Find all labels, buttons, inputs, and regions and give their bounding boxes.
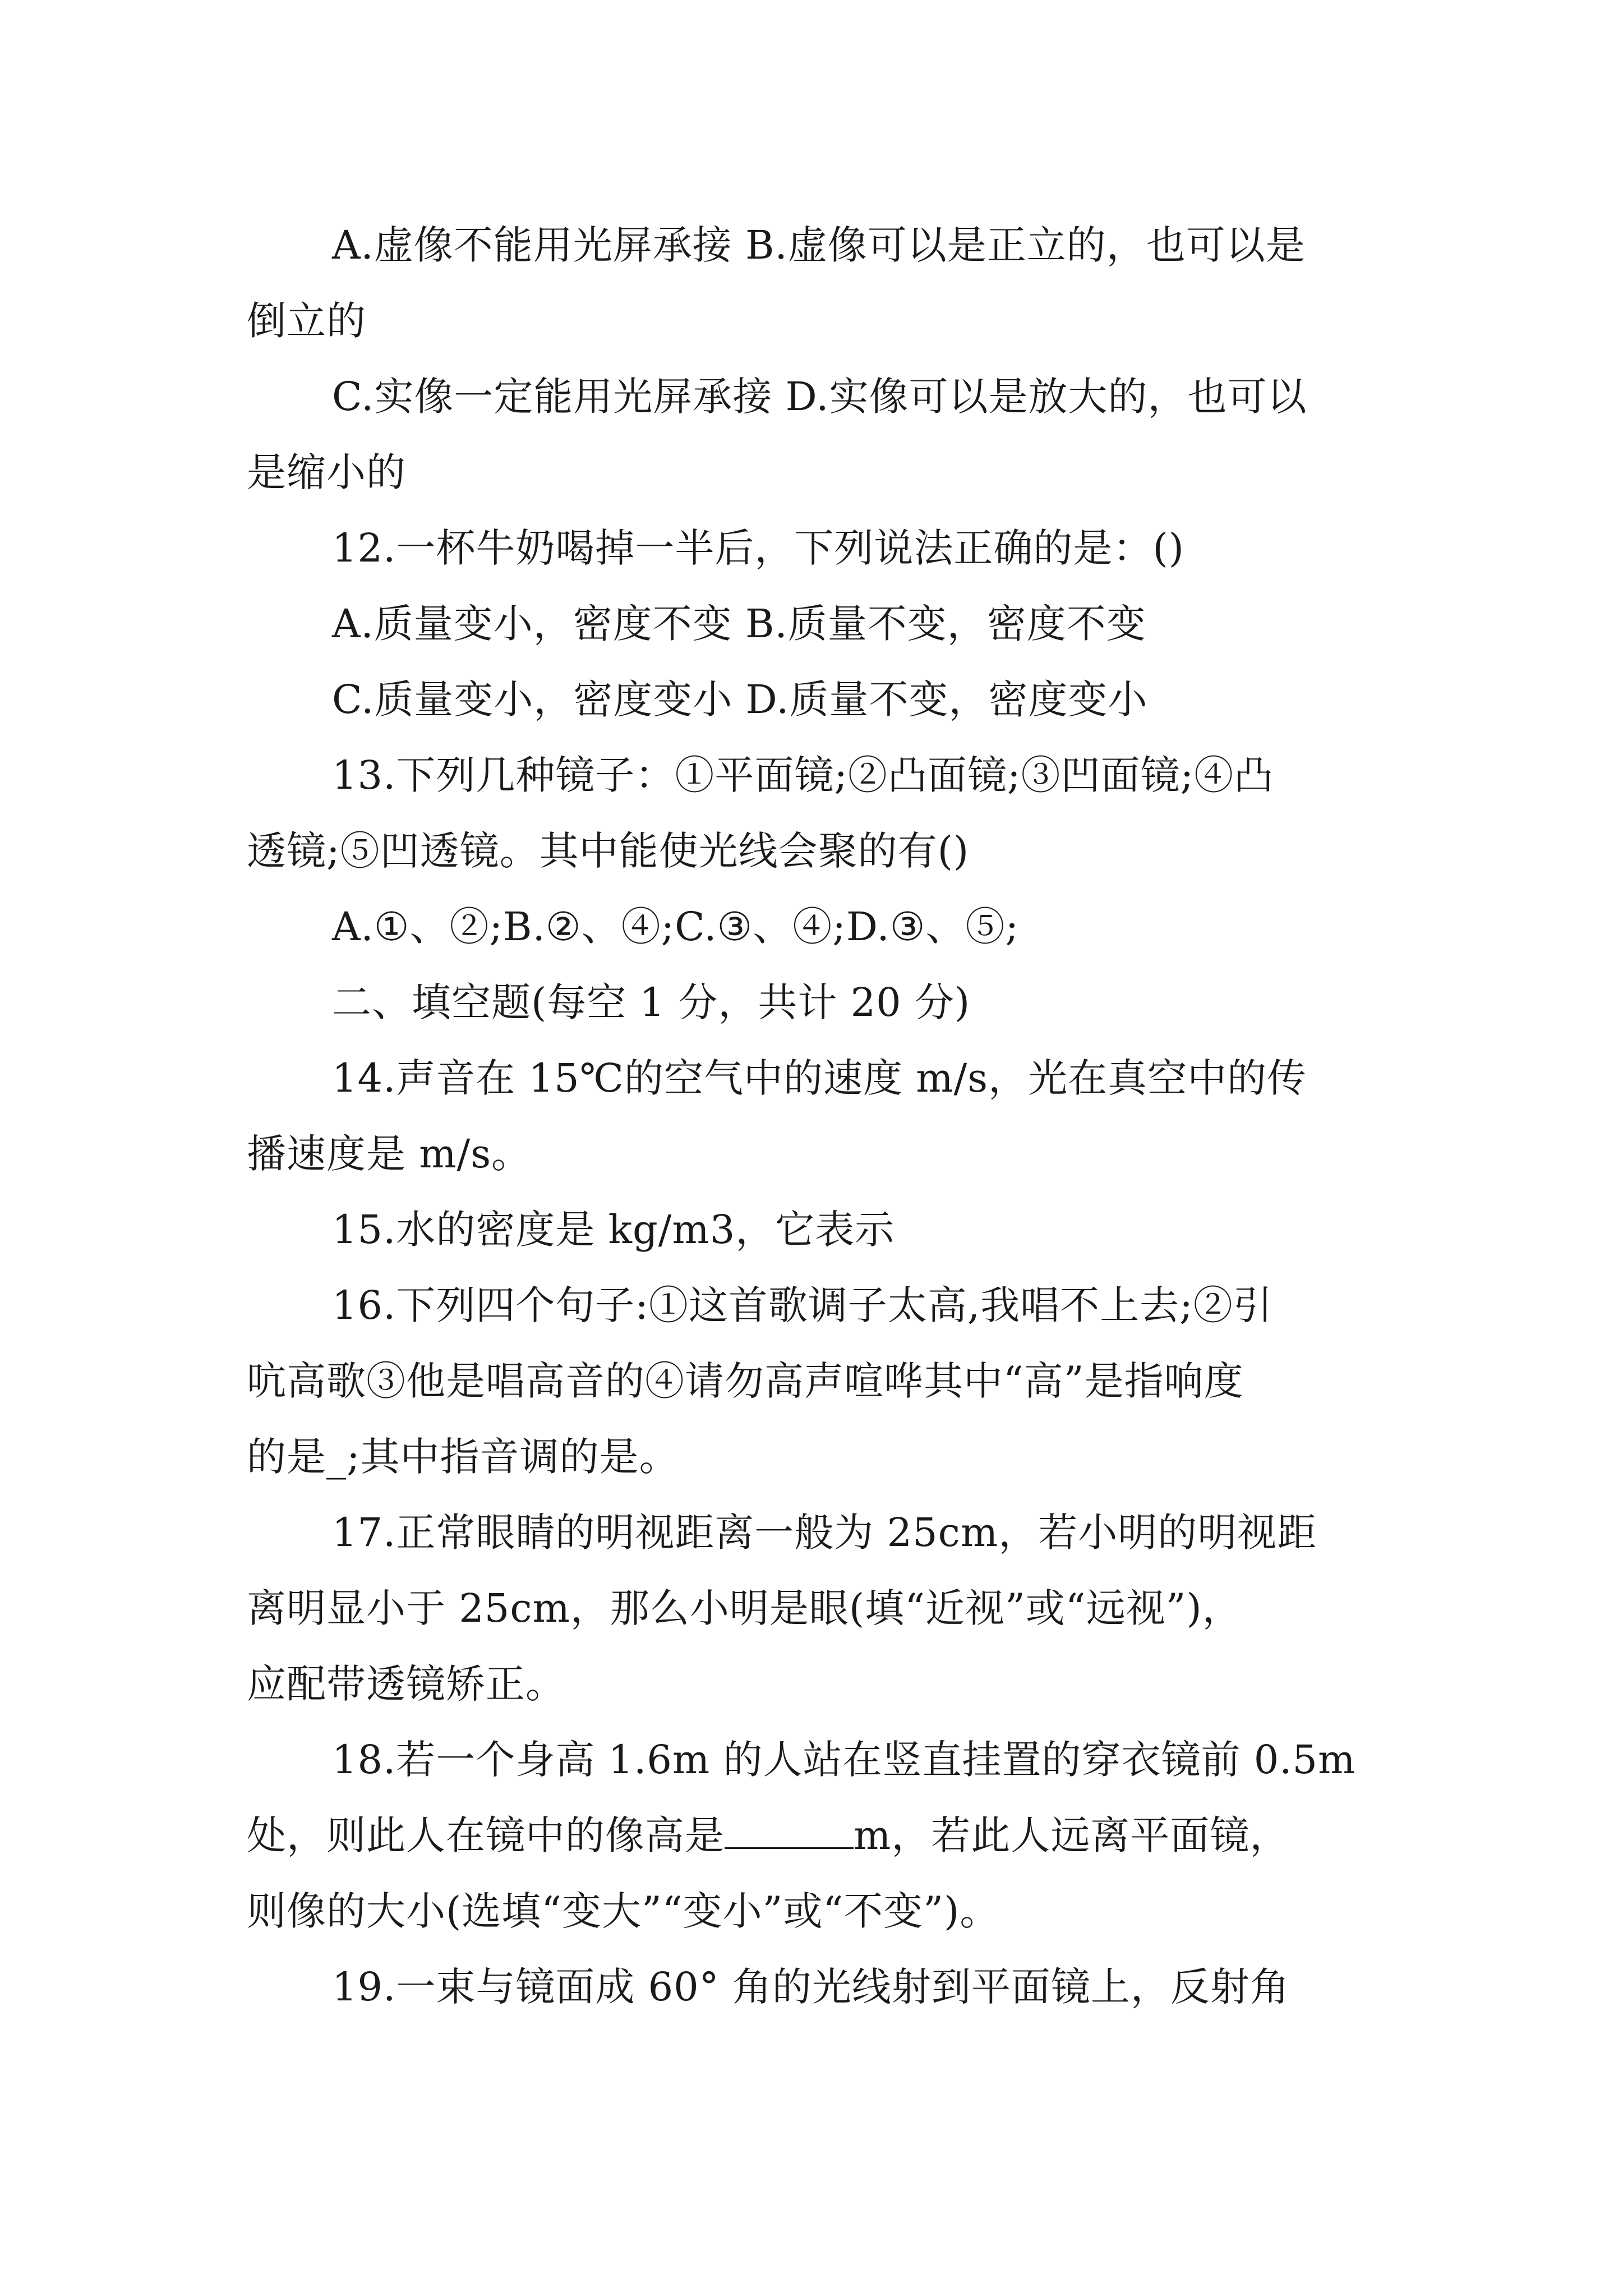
text-segment: m，若此人远离平面镜， (854, 1812, 1290, 1858)
text-line: 吭高歌③他是唱高音的④请勿高声喧哗其中“高”是指响度 (247, 1358, 1244, 1404)
text-line: 播速度是 m/s。 (247, 1131, 532, 1177)
text-line: 透镜;⑤凹透镜。其中能使光线会聚的有() (247, 828, 970, 874)
text-line: A.质量变小，密度不变 B.质量不变，密度不变 (332, 601, 1146, 647)
text-segment: 处，则此人在镜中的像高是 (247, 1812, 725, 1858)
text-line: 倒立的 (247, 298, 366, 344)
question-13: 13.下列几种镜子：①平面镜;②凸面镜;③凹面镜;④凸 (332, 752, 1274, 798)
text-line: 是缩小的 (247, 449, 406, 495)
text-line: 则像的大小(选填“变大”“变小”或“不变”)。 (247, 1888, 1000, 1934)
question-15: 15.水的密度是 kg/m3，它表示 (332, 1207, 895, 1253)
text-line: C.实像一定能用光屏承接 D.实像可以是放大的，也可以 (332, 374, 1307, 420)
question-14: 14.声音在 15℃的空气中的速度 m/s，光在真空中的传 (332, 1055, 1307, 1101)
text-line (247, 1798, 1374, 1874)
section-heading: 二、填空题(每空 1 分，共计 20 分) (332, 979, 971, 1025)
question-18: 18.若一个身高 1.6m 的人站在竖直挂置的穿衣镜前 0.5m (332, 1737, 1356, 1783)
question-16: 16.下列四个句子:①这首歌调子太高,我唱不上去;②引 (332, 1282, 1273, 1328)
text-line: 的是_;其中指音调的是。 (247, 1434, 679, 1480)
text-line: 离明显小于 25cm，那么小明是眼(填“近视”或“远视”)， (247, 1585, 1242, 1631)
text-line: A.①、②;B.②、④;C.③、④;D.③、⑤; (332, 904, 1020, 950)
document-body (247, 208, 1374, 2025)
answer-blank (725, 1814, 854, 1849)
text-line: C.质量变小，密度变小 D.质量不变，密度变小 (332, 677, 1148, 723)
question-17: 17.正常眼睛的明视距离一般为 25cm，若小明的明视距 (332, 1510, 1317, 1556)
question-12: 12.一杯牛奶喝掉一半后，下列说法正确的是：() (332, 525, 1184, 571)
question-19: 19.一束与镜面成 60° 角的光线射到平面镜上，反射角 (332, 1964, 1290, 2010)
text-line: A.虚像不能用光屏承接 B.虚像可以是正立的，也可以是 (332, 222, 1306, 268)
text-line: 应配带透镜矫正。 (247, 1661, 565, 1707)
